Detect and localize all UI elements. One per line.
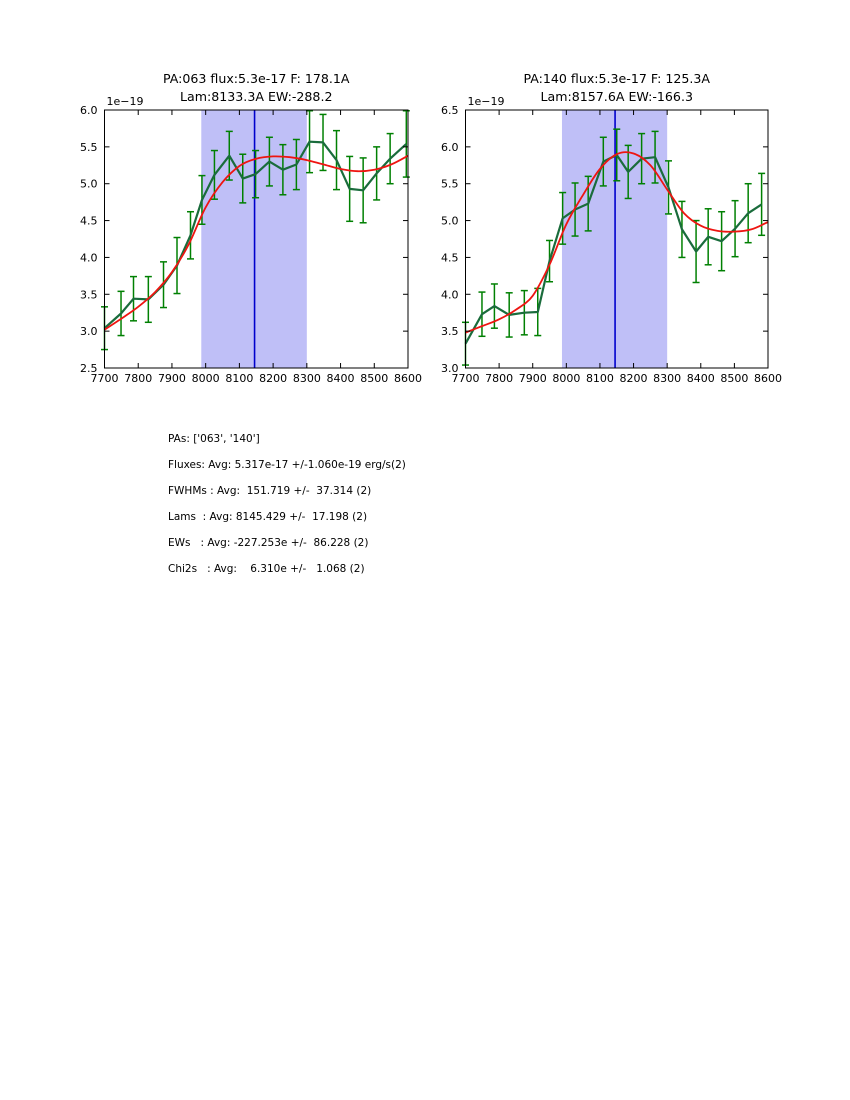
y-tick-label: 3.0 — [80, 325, 98, 339]
y-tick-label: 5.0 — [441, 214, 459, 228]
y-tick-label: 3.5 — [441, 325, 459, 339]
stats-fluxes: Fluxes: Avg: 5.317e-17 +/-1.060e-19 erg/s(2) — [168, 459, 406, 471]
y-tick-label: 5.5 — [441, 177, 459, 191]
panel-title-line1: PA:063 flux:5.3e-17 F: 178.1A — [162, 71, 350, 86]
stats-chi2s: Chi2s : Avg: 6.310e +/- 1.068 (2) — [168, 563, 365, 575]
stats-fwhms: FWHMs : Avg: 151.719 +/- 37.314 (2) — [168, 485, 372, 497]
y-tick-label: 5.0 — [80, 177, 98, 191]
x-tick-label: 8600 — [394, 372, 422, 385]
x-tick-label: 8000 — [191, 372, 220, 385]
y-tick-label: 6.0 — [441, 140, 459, 154]
x-tick-label: 8200 — [619, 372, 648, 385]
x-tick-label: 8400 — [686, 372, 715, 385]
x-tick-label: 8100 — [585, 372, 614, 385]
y-tick-label: 4.0 — [441, 288, 459, 302]
x-tick-label: 7700 — [451, 372, 480, 385]
stats-ews: EWs : Avg: -227.253e +/- 86.228 (2) — [168, 537, 369, 549]
x-tick-label: 8200 — [259, 372, 288, 385]
x-tick-label: 8300 — [653, 372, 682, 385]
y-tick-label: 4.5 — [80, 214, 98, 228]
stats-block — [168, 434, 406, 590]
panel-left — [80, 71, 422, 385]
panel-title-line1: PA:140 flux:5.3e-17 F: 125.3A — [523, 71, 711, 86]
x-tick-label: 7900 — [157, 372, 186, 385]
x-tick-label: 7700 — [90, 372, 119, 385]
y-tick-label: 4.0 — [80, 251, 98, 265]
x-tick-label: 7800 — [124, 372, 153, 385]
y-tick-label: 6.5 — [441, 104, 459, 117]
stats-pas: PAs: ['063', '140'] — [168, 433, 260, 445]
x-tick-label: 7900 — [518, 372, 547, 385]
y-tick-label: 3.0 — [441, 362, 459, 375]
y-tick-label: 6.0 — [80, 104, 98, 117]
x-tick-label: 8400 — [326, 372, 355, 385]
y-tick-label: 4.5 — [441, 251, 459, 265]
y-offset-label: 1e−19 — [467, 95, 505, 108]
x-tick-label: 8500 — [720, 372, 749, 385]
x-tick-label: 8300 — [292, 372, 321, 385]
y-tick-label: 5.5 — [80, 140, 98, 154]
stats-lams: Lams : Avg: 8145.429 +/- 17.198 (2) — [168, 511, 368, 523]
x-tick-label: 8100 — [225, 372, 254, 385]
x-tick-label: 7800 — [485, 372, 514, 385]
y-offset-label: 1e−19 — [106, 95, 144, 108]
y-tick-label: 3.5 — [80, 288, 98, 302]
x-tick-label: 8500 — [360, 372, 389, 385]
panel-title-line2: Lam:8133.3A EW:-288.2 — [180, 89, 333, 104]
panel-title-line2: Lam:8157.6A EW:-166.3 — [540, 89, 693, 104]
panel-right — [441, 71, 782, 385]
y-tick-label: 2.5 — [80, 362, 98, 375]
x-tick-label: 8000 — [552, 372, 581, 385]
x-tick-label: 8600 — [754, 372, 782, 385]
